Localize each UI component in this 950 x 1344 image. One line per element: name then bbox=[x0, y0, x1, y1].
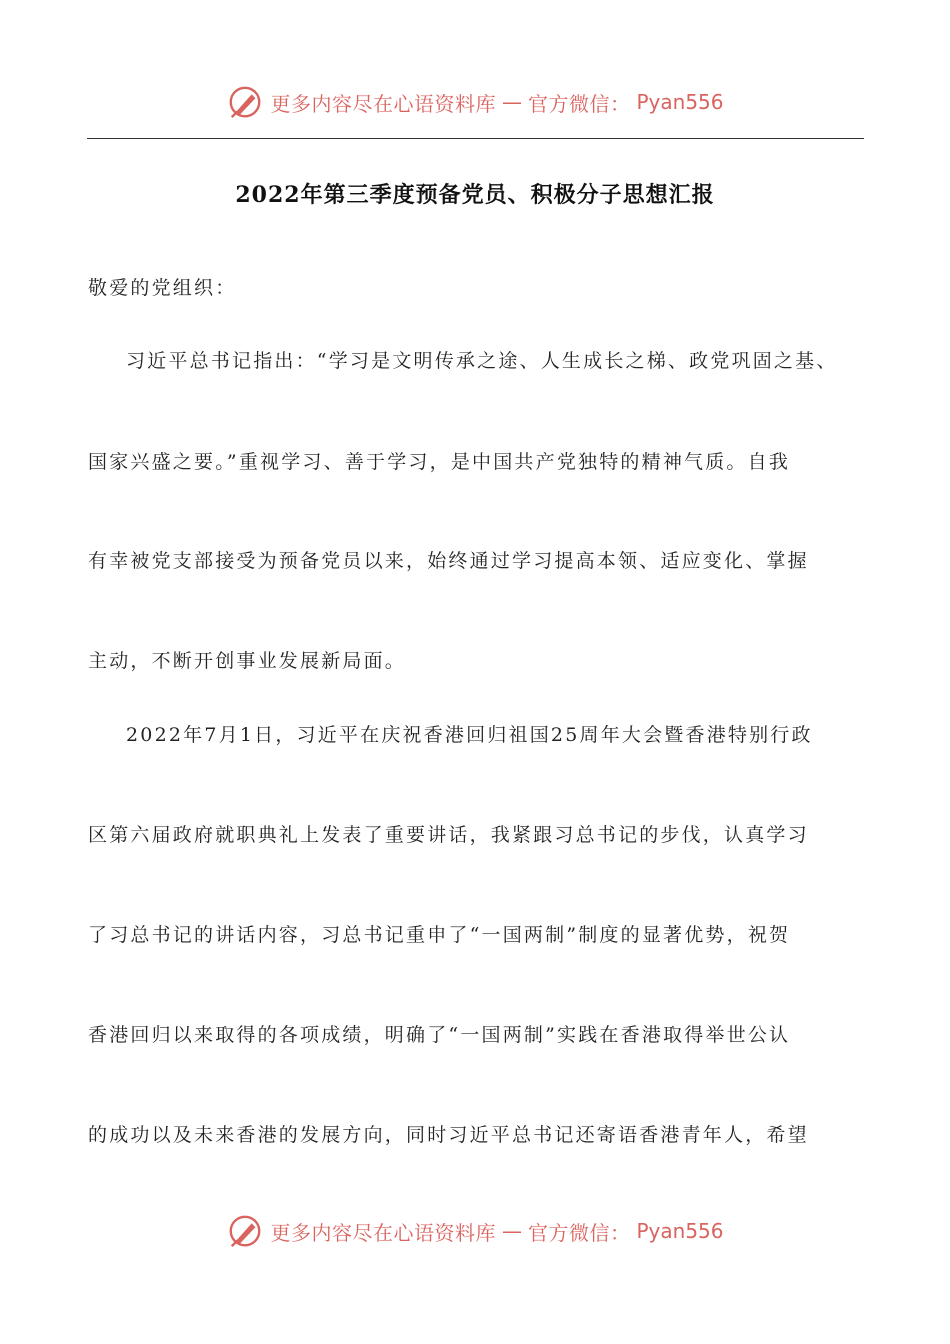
salutation: 敬爱的党组织： bbox=[88, 277, 237, 299]
paragraph-line: 区第六届政府就职典礼上发表了重要讲话，我紧跟习总书记的步伐，认真学习 bbox=[88, 824, 809, 846]
watermark-label: 官方微信： bbox=[527, 91, 631, 116]
paragraph-line: 了习总书记的讲话内容，习总书记重申了“一国两制”制度的显著优势，祝贺 bbox=[88, 924, 791, 946]
pen-logo-icon bbox=[226, 1212, 264, 1250]
paragraph-line: 的成功以及未来香港的发展方向，同时习近平总书记还寄语香港青年人，希望 bbox=[88, 1124, 809, 1146]
paragraph-line: 香港回归以来取得的各项成绩，明确了“一国两制”实践在香港取得举世公认 bbox=[88, 1024, 791, 1046]
watermark-id: Pyan556 bbox=[636, 90, 724, 114]
footer-watermark bbox=[0, 1211, 950, 1251]
paragraph-line: 有幸被党支部接受为预备党员以来，始终通过学习提高本领、适应变化、掌握 bbox=[88, 550, 809, 572]
header-divider bbox=[87, 138, 864, 139]
paragraph-line: 国家兴盛之要。”重视学习、善于学习，是中国共产党独特的精神气质。自我 bbox=[88, 451, 791, 473]
watermark-text: 更多内容尽在心语资料库 bbox=[270, 1220, 496, 1245]
paragraph-line: 主动，不断开创事业发展新局面。 bbox=[88, 650, 407, 672]
watermark-separator: — bbox=[501, 1219, 522, 1243]
pen-logo-icon bbox=[226, 83, 264, 121]
watermark-separator: — bbox=[501, 90, 522, 114]
watermark-text: 更多内容尽在心语资料库 bbox=[270, 91, 496, 116]
watermark-label: 官方微信： bbox=[527, 1220, 631, 1245]
document-title: 2022年第三季度预备党员、积极分子思想汇报 bbox=[235, 182, 715, 208]
paragraph-line: 习近平总书记指出：“学习是文明传承之途、人生成长之梯、政党巩固之基、 bbox=[126, 350, 838, 372]
watermark-id: Pyan556 bbox=[636, 1219, 724, 1243]
paragraph-line: 2022年7月1日，习近平在庆祝香港回归祖国25周年大会暨香港特别行政 bbox=[126, 724, 813, 746]
header-watermark bbox=[0, 82, 950, 122]
